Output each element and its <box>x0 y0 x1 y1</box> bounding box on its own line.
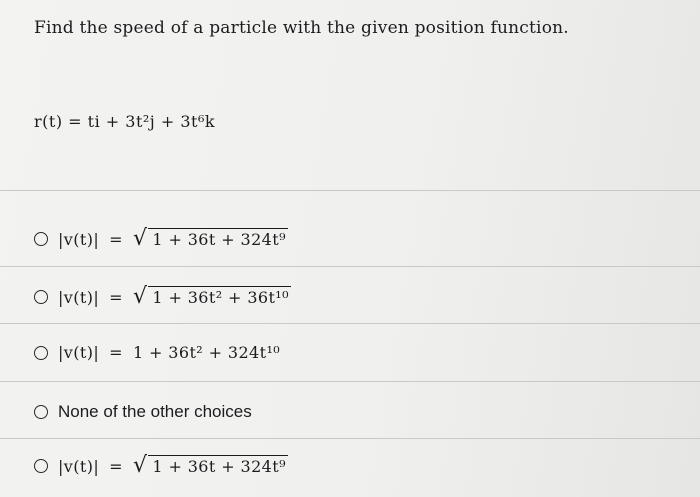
radio-button[interactable] <box>34 346 48 360</box>
answer-option-2[interactable] <box>34 286 291 308</box>
speed-lhs: |v(t)| <box>58 287 100 307</box>
square-root <box>133 455 288 477</box>
radicand: 1 + 36t² + 36t¹⁰ <box>148 286 291 308</box>
equals-sign: = <box>109 229 123 249</box>
divider <box>0 323 700 324</box>
radio-button[interactable] <box>34 459 48 473</box>
answer-option-3[interactable] <box>34 343 280 362</box>
radical-sign-icon: √ <box>132 284 148 309</box>
radicand: 1 + 36t + 324t⁹ <box>148 455 288 477</box>
equals-sign: = <box>109 343 123 362</box>
answer-option-1[interactable] <box>34 228 288 250</box>
radio-button[interactable] <box>34 405 48 419</box>
equals-sign: = <box>109 287 123 307</box>
divider <box>0 438 700 439</box>
option-text: None of the other choices <box>58 402 252 421</box>
position-function: r(t) = ti + 3t²j + 3t⁶k <box>34 112 216 131</box>
question-text: Find the speed of a particle with the given position function. <box>34 18 569 38</box>
speed-lhs: |v(t)| <box>58 229 100 249</box>
speed-lhs: |v(t)| <box>58 343 100 362</box>
radical-sign-icon: √ <box>132 453 148 478</box>
rhs: 1 + 36t² + 324t¹⁰ <box>132 343 281 362</box>
option-expression <box>58 343 280 362</box>
square-root <box>133 228 288 250</box>
radicand: 1 + 36t + 324t⁹ <box>148 228 288 250</box>
equals-sign: = <box>109 456 123 476</box>
divider <box>0 266 700 267</box>
option-expression <box>58 455 288 477</box>
divider <box>0 190 700 191</box>
divider <box>0 381 700 382</box>
radio-button[interactable] <box>34 290 48 304</box>
speed-lhs: |v(t)| <box>58 456 100 476</box>
square-root <box>133 286 291 308</box>
answer-option-5[interactable] <box>34 455 288 477</box>
answer-option-4[interactable] <box>34 402 252 422</box>
option-expression <box>58 228 288 250</box>
radical-sign-icon: √ <box>132 226 148 251</box>
radio-button[interactable] <box>34 232 48 246</box>
option-expression <box>58 286 291 308</box>
